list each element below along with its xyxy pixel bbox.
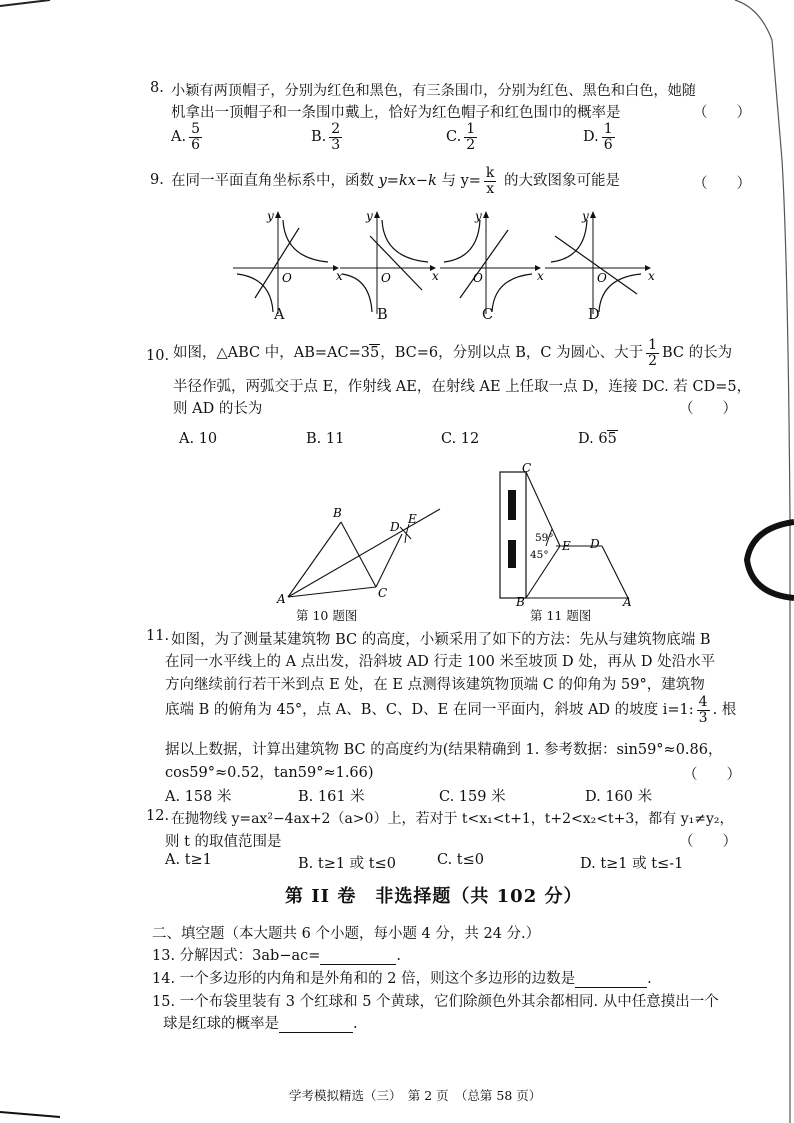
q8-option-c[interactable]: C. $\frac{1}{2}$ [446,121,476,153]
q9-graph-b[interactable] [340,206,450,316]
q11-point-e: E [562,539,571,553]
q12-answer-paren: （ ） [679,834,737,850]
q11-angle-59: 59° [535,532,554,544]
q9-d-x-label: x [648,269,655,283]
part2-title: 第 II 卷 非选择题（共 102 分） [285,886,583,907]
q11-number: 11. [146,628,170,644]
q9-d-origin: O [597,271,607,285]
q10-option-b[interactable]: B. 11 [306,431,345,447]
q10-point-e: E [408,512,417,526]
q9-c-origin: O [473,271,483,285]
q9-graph-c[interactable] [440,206,550,316]
q10-figure [275,495,455,607]
q9-d-y-label: y [582,209,589,223]
q9-graph-d[interactable] [545,206,660,316]
q10-answer-paren: （ ） [679,401,737,417]
q11-text-line3: 方向继续前行若干米到点 E 处，在 E 点测得该建筑物顶端 C 的仰角为 59°，建筑物 [165,677,705,693]
q9-a-x-label: x [336,269,343,283]
q12-option-a[interactable]: A. t≥1 [165,852,212,868]
q9-text: 在同一平面直角坐标系中，函数 y=kx−k 与 y= $\frac{k}{x}$ 的大致图象可能是 [171,165,621,197]
q8-answer-paren: （ ） [693,105,751,121]
q9-c-x-label: x [537,269,544,283]
q11-point-b: B [516,595,525,607]
q8-number: 8. [150,80,164,96]
page-footer: 学考模拟精选（三） 第 2 页 （总第 58 页） [289,1088,542,1103]
q8-option-a[interactable]: A. $\frac{5}{6}$ [171,121,201,153]
q11-point-a: A [623,595,632,607]
q10-point-c: C [378,586,388,600]
q15-line1: 15. 一个布袋里装有 3 个红球和 5 个黄球，它们除颜色外其余都相同. 从中任意摸出一个 [152,994,719,1010]
q11-figure [490,462,640,607]
q12-text-line1: 在抛物线 y=ax²−4ax+2（a>0）上，若对于 t<x₁<t+1，t+2<x₂<t+3，都有 y₁≠y₂， [171,811,734,827]
q10-text-line1: 如图，△ABC 中，AB=AC=35，BC=6，分别以点 B，C 为圆心、大于 $\frac{1}{2}$ BC 的长为 [173,337,733,369]
q14-answer-blank[interactable] [575,971,647,988]
q11-figure-caption: 第 11 题图 [530,608,592,623]
q9-graph-label-b: B [377,307,388,323]
q9-graph-label-d: D [588,307,600,323]
q9-a-origin: O [282,271,292,285]
q9-number: 9. [150,172,164,188]
q10-option-c[interactable]: C. 12 [441,431,480,447]
q12-option-c[interactable]: C. t≤0 [437,852,484,868]
q11-text-line5: 据以上数据，计算出建筑物 BC 的高度约为(结果精确到 1. 参考数据：sin59°≈0.86， [165,742,723,758]
q11-point-d: D [590,537,600,551]
q9-c-y-label: y [475,209,482,223]
q11-option-b[interactable]: B. 161 米 [298,789,365,805]
q11-text-line6: cos59°≈0.52，tan59°≈1.66) [165,765,374,781]
q9-a-y-label: y [267,209,274,223]
q10-option-a[interactable]: A. 10 [179,431,218,447]
q9-b-y-label: y [366,209,373,223]
q12-text-line2: 则 t 的取值范围是 [165,834,282,850]
q10-point-d: D [390,520,400,534]
q9-b-x-label: x [432,269,439,283]
q14-line: 14. 一个多边形的内角和是外角和的 2 倍，则这个多边形的边数是 . [152,971,652,987]
section2-heading: 二、填空题（本大题共 6 个小题，每小题 4 分，共 24 分.） [152,926,541,942]
q12-number: 12. [146,808,170,824]
q10-text-line2: 半径作弧，两弧交于点 E，作射线 AE，在射线 AE 上任取一点 D，连接 DC. 若 CD=5， [173,379,752,395]
q12-option-d[interactable]: D. t≥1 或 t≤-1 [580,856,684,872]
q8-text-line1: 小颖有两顶帽子，分别为红色和黑色，有三条围巾，分别为红色、黑色和白色，她随 [171,83,696,99]
q8-text-line2: 机拿出一顶帽子和一条围巾戴上，恰好为红色帽子和红色围巾的概率是 [171,105,621,121]
q9-answer-paren: （ ） [693,176,751,192]
q10-number: 10. [146,348,170,364]
q15-answer-blank[interactable] [279,1016,353,1033]
q10-point-b: B [333,506,342,520]
q12-option-b[interactable]: B. t≥1 或 t≤0 [298,856,396,872]
q11-option-a[interactable]: A. 158 米 [165,789,232,805]
q11-option-d[interactable]: D. 160 米 [585,789,653,805]
q9-graph-label-c: C [482,307,494,323]
q9-graph-label-a: A [274,307,285,323]
q8-option-d[interactable]: D. $\frac{1}{6}$ [583,121,613,153]
q10-point-a: A [277,592,286,606]
q11-text-line4: 底端 B 的俯角为 45°，点 A、B、C、D、E 在同一平面内，斜坡 AD 的坡度 i=1: $\frac{4}{3}$ . 根 [165,694,737,726]
q10-figure-caption: 第 10 题图 [296,608,358,623]
q11-option-c[interactable]: C. 159 米 [439,789,506,805]
q15-line2: 球是红球的概率是 . [163,1016,358,1032]
q11-text-line2: 在同一水平线上的 A 点出发，沿斜坡 AD 行走 100 米至坡顶 D 处，再从 D 处沿水平 [165,654,716,670]
q10-text-line3: 则 AD 的长为 [173,401,263,417]
q11-answer-paren: （ ） [683,767,741,783]
q9-graph-a[interactable] [233,206,343,316]
q11-point-c: C [522,462,532,475]
q8-option-b[interactable]: B. $\frac{2}{3}$ [311,121,341,153]
q11-angle-45: 45° [530,549,549,561]
q11-text-line1: 如图，为了测量某建筑物 BC 的高度，小颖采用了如下的方法：先从与建筑物底端 B [171,632,711,648]
q9-b-origin: O [381,271,391,285]
q13-line: 13. 分解因式：3ab−ac= . [152,948,401,964]
q10-option-d[interactable]: D. 65 [578,431,617,447]
q13-answer-blank[interactable] [320,948,396,965]
